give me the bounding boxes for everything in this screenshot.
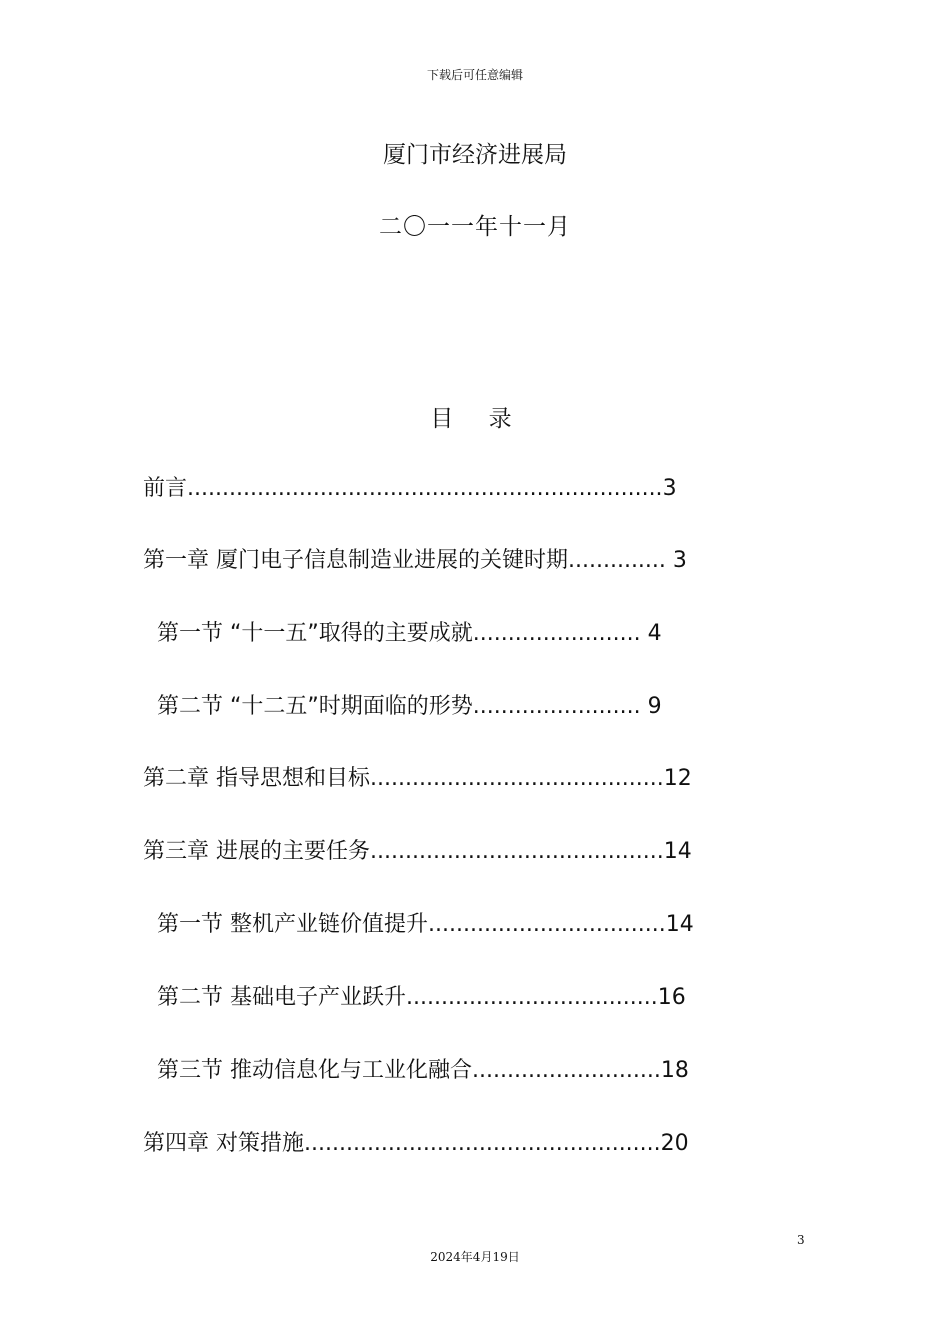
toc-item-chapter-3-section-1[interactable] (157, 910, 694, 940)
toc-item-text: 第三节 推动信息化与工业化融合 (157, 1058, 472, 1083)
toc-item-chapter-4[interactable] (143, 1129, 689, 1159)
toc-item-leader: ................................................... (304, 1131, 661, 1156)
toc-item-leader: ........................ (472, 621, 641, 646)
toc-item-leader: ........................... (472, 1058, 661, 1083)
cover-date: 二〇一一年十一月 (379, 214, 571, 240)
organization-name: 厦门市经济进展局 (383, 142, 567, 168)
toc-item-page: 9 (640, 694, 662, 719)
toc-item-page: 3 (665, 548, 687, 573)
toc-item-chapter-2[interactable] (143, 764, 692, 794)
page-number: 3 (797, 1233, 805, 1247)
toc-item-text: 第四章 对策措施 (143, 1131, 304, 1156)
header-note: 下载后可任意编辑 (426, 68, 523, 82)
toc-item-page: 4 (640, 621, 662, 646)
toc-item-page: 18 (660, 1058, 689, 1083)
toc-item-text: 第二节 基础电子产业跃升 (157, 985, 406, 1010)
toc-item-text: 第二节 “十二五”时期面临的形势 (157, 694, 473, 719)
toc-item-text: 第一节 “十一五”取得的主要成就 (157, 621, 473, 646)
toc-item-page: 16 (657, 985, 686, 1010)
toc-item-page: 20 (660, 1131, 689, 1156)
toc-item-leader: .................................. (428, 912, 666, 937)
toc-item-chapter-1[interactable] (143, 546, 687, 576)
toc-item-leader: .................................................................... (187, 476, 663, 501)
toc-item-chapter-3-section-2[interactable] (157, 983, 686, 1013)
toc-item-text: 第一章 厦门电子信息制造业进展的关键时期 (143, 548, 568, 573)
toc-item-text: 第一节 整机产业链价值提升 (157, 912, 428, 937)
toc-item-leader: ........................ (472, 694, 641, 719)
toc-item-chapter-1-section-2[interactable] (157, 692, 662, 722)
toc-item-text: 第三章 进展的主要任务 (143, 839, 370, 864)
toc-item-chapter-1-section-1[interactable] (157, 619, 662, 649)
toc-item-preface[interactable] (143, 474, 677, 504)
toc-item-page: 14 (663, 839, 692, 864)
toc-title: 目 录 (430, 406, 520, 432)
toc-item-page: 3 (662, 476, 677, 501)
toc-item-leader: .......................................... (370, 766, 664, 791)
toc-item-chapter-3[interactable] (143, 837, 692, 867)
footer-date: 2024年4月19日 (430, 1250, 520, 1264)
toc-item-page: 12 (663, 766, 692, 791)
toc-item-leader: .............. (568, 548, 666, 573)
toc-item-page: 14 (665, 912, 694, 937)
toc-item-text: 前言 (143, 476, 188, 501)
toc-item-text: 第二章 指导思想和目标 (143, 766, 370, 791)
toc-item-leader: .................................... (406, 985, 658, 1010)
toc-item-chapter-3-section-3[interactable] (157, 1056, 689, 1086)
toc-item-leader: .......................................... (370, 839, 664, 864)
